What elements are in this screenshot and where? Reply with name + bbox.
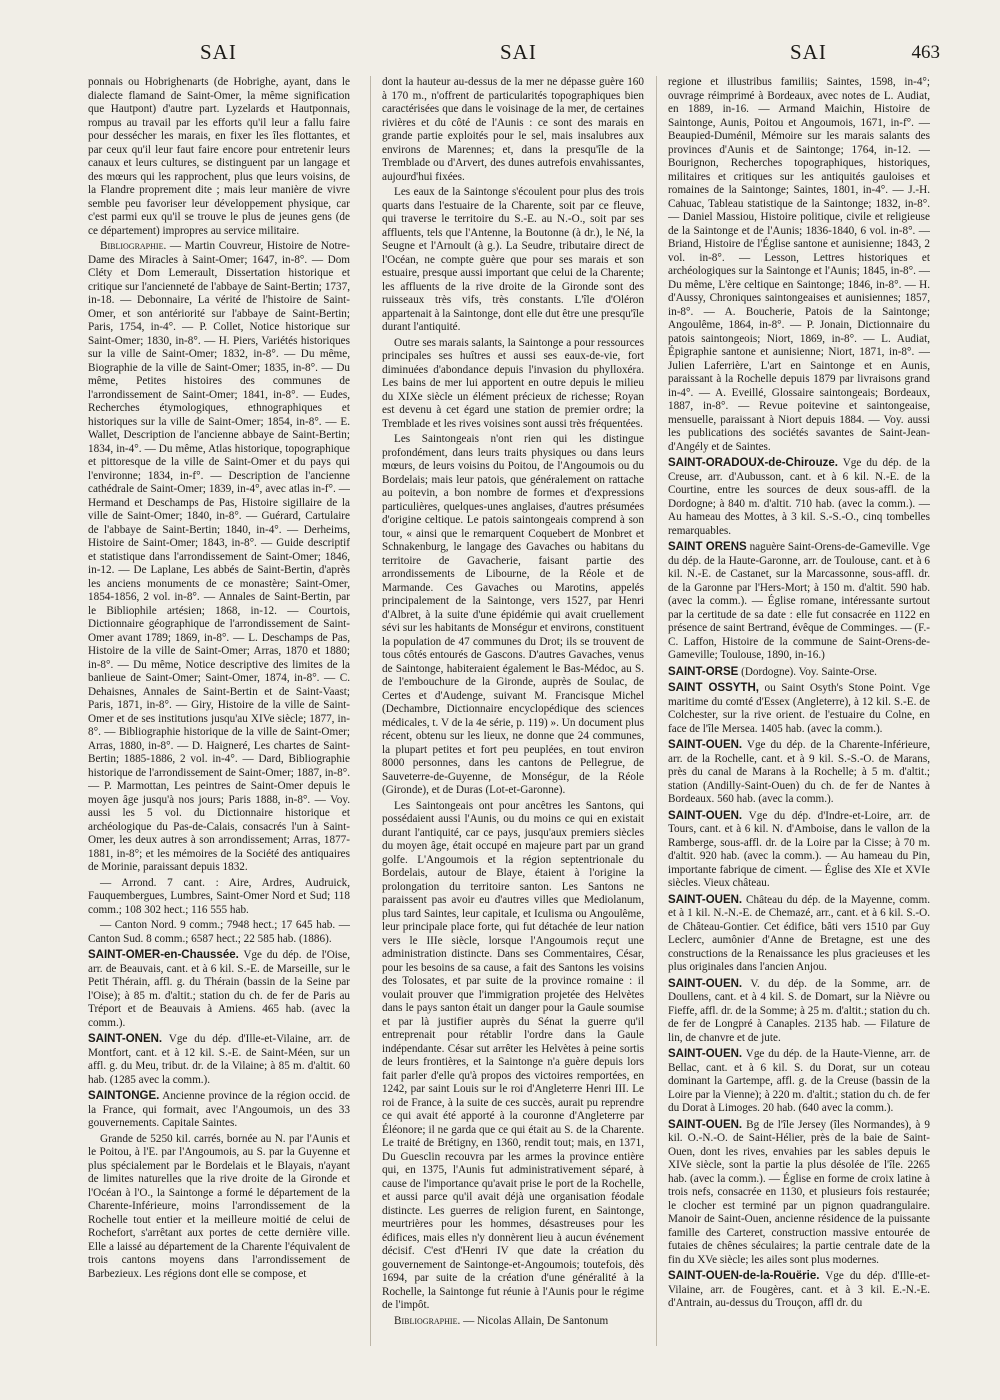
entry-headword: SAINT-ONEN. — [88, 1033, 163, 1045]
dictionary-entry — [668, 541, 930, 663]
entry-headword: SAINT-ORADOUX-de-Chirouze. — [668, 457, 838, 469]
bibliography — [382, 1315, 644, 1329]
entry-headword: SAINT OSSYTH, — [668, 682, 759, 694]
paragraph: Grande de 5250 kil. carrés, bornée au N. par l'Aunis et le Poitou, à l'E. par l'Angoumois, au S. par la Guyenne et plus spécialement par le Bordelais et le Blayais, n'ayant de limites naturelles que la rive droite de la Gironde et l'Océan à l'O., la Saintonge a formé le département de la Charente-Inférieure, moins l'arrondissement de la Rochelle tout entier et la meilleure moitié de celui de Rochefort, s'arrêtant aux portes de cette dernière ville. Elle a laissé au département de la Charente l'équivalent de trois cantons moyens dans l'arrondissement de Barbezieux. Les régions dont elle se compose, et — [88, 1132, 350, 1280]
dictionary-entry — [668, 682, 930, 736]
entry-headword: SAINT-ORSE — [668, 665, 739, 678]
text-column-1 — [88, 76, 350, 1356]
entry-headword: SAINT-OUEN. — [668, 809, 743, 822]
entry-headword: SAINT-OUEN-de-la-Rouërie. — [668, 1270, 820, 1282]
entry-text: Vge du dép. d'Ille-et-Vilaine, arr. de Fougères, cant. et à 3 kil. E.-N.-E. d'Antrain, au-dessus du Trouçon, affl dr. du — [668, 1270, 930, 1309]
entry-text: Ancienne province de la région occid. de la France, qui formait, avec l'Angoumois, un des 33 gouvernements. Capitale Saintes. — [88, 1090, 350, 1129]
dictionary-entry — [88, 949, 350, 1030]
entry-text: Château du dép. de la Mayenne, comm. et à 1 kil. N.-N.-E. de Chemazé, arr., cant. et à 6 kil. S.-O. de Château-Gontier. Cet édifice, bâti vers 1510 par Guy Leclerc, aumônier d'Anne de Bretagne, est une des constructions de la Renaissance les plus gracieuses et les plus originales dans l'ancien Anjou. — [668, 893, 930, 973]
dictionary-entry — [88, 1033, 350, 1087]
entry-headword: SAINT-OUEN. — [668, 977, 743, 990]
dictionary-entry — [668, 978, 930, 1046]
bibliography-label: Bibliographie. — [100, 240, 167, 252]
running-head-right: SAI — [790, 40, 827, 64]
bibliography-text: — Nicolas Allain, De Santonum — [460, 1314, 609, 1327]
dictionary-entry — [88, 1090, 350, 1131]
entry-text: Vge du dép. de l'Oise, arr. de Beauvais, cant. et à 6 kil. S.-E. de Marseille, sur le Petit Thérain, affl. g. du Thérain (bassin de la Seine par l'Oise); à 85 m. d'altit.; station du ch. de fer de Paris au Tréport et de Beauvais à Amiens. 465 hab. (avec la comm.). — [88, 949, 350, 1029]
entry-text: Vge du dép. d'Indre-et-Loire, arr. de Tours, cant. et à 6 kil. N. d'Amboise, dans le vallon de la Ramberge, sous-affl. dr. de la Loire par la Cisse; à 70 m. d'altit. 920 hab. (avec la comm.). — Au hameau du Pin, importante fabrique de ciment. — Église des XIe et XVIe siècles. Vieux château. — [668, 809, 930, 889]
entry-headword: SAINT-OMER-en-Chaussée. — [88, 949, 239, 961]
text-column-2 — [382, 76, 644, 1356]
paragraph: dont la hauteur au-dessus de la mer ne dépasse guère 160 à 170 m., n'offrent de particularités topographiques bien caractérisées que dans le voisinage de la mer, de certaines rivières et du côté de l'Aunis : ce sont des marais en grande partie exploités pour le sel, mais insalubres aux environs de Marennes; et, dans la presqu'île de la Tremblade ou d'Arvert, des dunes autrefois envahissantes, aujourd'hui fixées. — [382, 76, 644, 183]
dictionary-entry — [668, 666, 930, 680]
entry-headword: SAINT-OUEN. — [668, 1048, 743, 1060]
dictionary-entry — [668, 1048, 930, 1116]
paragraph: Les Saintongeais ont pour ancêtres les Santons, qui possédaient aussi l'Aunis, ou du moins ce qui en existait durant l'antiquité, car ce pays, jusqu'aux premiers siècles du moyen âge, était occupé en majeure part par un grand golfe. L'Angoumois et la région septentrionale du Bordelais, autour de Blaye, étaient à l'origine la prolongation du territoire santon. Les Santons ne paraissent pas avoir eu d'autres villes que Mediolanum, plus tard Saintes, leur capitale, et Iculisma ou Angoulême, leur principale place forte, qui fut détachée de leur nation vers le IIIe siècle, lorsque l'Angoumois reçut une administration distincte. Dans ses Commentaires, César, pour les besoins de sa cause, a fait des Santons les voisins des Tolosates, et par suite de la province romaine : il voulait prouver que l'immigration projetée des Helvètes dans le pays santon était un danger pour la Gaule soumise et par là justifier auprès du Sénat la guerre qu'il entreprenait pour rétablir l'ordre dans la Gaule indépendante. César sut arrêter les Helvètes à peine sortis de leurs frontières, et la Saintonge n'a guère depuis lors fait parler d'elle qu'à propos des victoires remportées, en 1242, par saint Louis sur le roi d'Angleterre Henri III. Le roi de France, à la suite de ces succès, aurait pu reprendre ce qui avait été apporté à la couronne d'Angleterre par Éléonore; il ne garda que ce qui était au S. de la Charente. Le traité de Brétigny, en 1360, rendit tout; mais, en 1371, Du Guesclin recouvra par les armes la province entière qui, en 1375, l'Aunis fut administrativement séparé, à cause de l'importance qu'avait prise le port de la Rochelle, et aussi parce qu'il avait déjà une organisation féodale distincte. Les guerres de religion furent, en Saintonge, meurtrières pour les hommes, désastreuses pour les édifices, mais elles n'y donnèrent lieu à aucun événement décisif. C'est d'Henri IV que date la création du gouvernement de Saintonge-et-Angoumois; toutefois, dès 1694, par suite de la création d'une généralité à la Rochelle, la Saintonge fut réunie à l'Aunis pour le régime de l'impôt. — [382, 799, 644, 1311]
dictionary-entry — [668, 894, 930, 975]
paragraph: Les Saintongeais n'ont rien qui les distingue profondément, dans leurs traits physiques ou dans leurs mœurs, de leurs voisins du Poitou, de l'Angoumois ou du Bordelais; mais leur patois, que généralement on rattache au poitevin, a bon nombre de formes et d'expressions particulières, quelques-unes anglaises, d'autres présumées d'origine celtique. Le patois saintongeais comprend à son tour, « ainsi que le remarquent Coquebert de Monbret et Schnakenburg, le langage des Gavaches ou habitans du territoire de Gavacherie, faisant partie des arrondissements de Libourne, de la Réole et de Marmande. Ces Gavaches ou Marotins, appelés principalement de la Saintonge, vers 1527, par Henri d'Albret, à la suite d'une épidémie qui avait cruellement sévi sur les habitants de Monségur et environs, constituent la population de 47 communes du Drot; ils se trouvent de tous côtés entourés de Gascons. D'autres Gavaches, venus de Saintonge, habiteraient également le Bas-Médoc, au S. de l'embouchure de la Gironde, auprès de Soulac, de Certes et d'Audenge, suivant M. Francisque Michel (Dechambre, Dictionnaire encyclopédique des sciences médicales, t. V de la 4e série, p. 119) ». Un document plus récent, obtenu sur les lieux, ne donne que 24 communes, la plupart petites et fort peu peuplées, en tout environ 8000 personnes, dans les cantons de Pellegrue, de Sauveterre-de-Guyenne, de Monségur, de la Réole (Gironde), et de Duras (Lot-et-Garonne). — [382, 433, 644, 796]
paragraph: ponnais ou Hobrighenarts (de Hobrighe, ayant, dans le dialecte flamand de Saint-Omer, la même signification que Hautpont) d'autre part. Lyzelards et Hautponnais, rompus au travail par les efforts qu'il leur a fallu faire pour dessécher les marais, en fixer les îles flottantes, et par ceux qu'il leur faut faire encore pour entretenir leurs canaux et leurs cultures, se distinguent par un langage et des mœurs qui les rapprochent, plus que leurs voisins, de la Flandre proprement dite ; mais leur manière de vivre semble peu favoriser leur développement physique, car c'est parmi eux qu'il se trouve le plus de jeunes gens (de ce département) impropres au service militaire. — [88, 76, 350, 237]
dictionary-entry — [668, 810, 930, 891]
paragraph: — Canton Nord. 9 comm.; 7948 hect.; 17 645 hab. — Canton Sud. 8 comm.; 6587 hect.; 22 585 hab. (1886). — [88, 919, 350, 945]
paragraph: Les eaux de la Saintonge s'écoulent pour plus des trois quarts dans l'estuaire de la Charente, soit par ce fleuve, qui traverse le territoire du S.-E. au N.-O., soit par ses affluents, tels que l'Antenne, la Boutonne (à dr.), le Né, la Seugne et l'Arnoult (à g.). La Seudre, tributaire direct de l'Océan, ne compte guère que pour ses marais et son estuaire, presque aussi important que celui de la Charente; les affluents de la rive droite de la Gironde sont des ruisseaux très vifs, très constants. L'île d'Oléron appartenait à la Saintonge, dont elle dut être une presqu'île durant l'antiquité. — [382, 186, 644, 333]
running-head-left: SAI — [200, 40, 237, 64]
column-divider — [656, 76, 657, 1346]
paragraph: regione et illustribus familiis; Saintes, 1598, in-4°; ouvrage réimprimé à Bordeaux, avec notes de L. Audiat, en 1889, in-16. — Armand Maichin, Histoire de Saintonge, Aunis, Poitou et Angoumois, 1671, in-f°. — Beaupied-Duménil, Mémoire sur les marais salants des provinces d'Aunis et de Saintonge; 1764, in-12. — Bourignon, Recherches topographiques, historiques, militaires et critiques sur les antiquités gauloises et romaines de la Saintonge; Saintes, 1801, in-4°. — J.-H. Cahuac, Tableau statistique de la Saintonge; 1832, in-8°. — Daniel Massiou, Histoire politique, civile et religieuse de la Saintonge et de l'Aunis; 1836-1840, 6 vol. in-8°. — Briand, Histoire de l'Église santone et aunisienne; 1843, 2 vol. in-8°. — Lesson, Lettres historiques et archéologiques sur la Saintonge et l'Aunis; 1845, in-8°. — Du même, L'ère celtique en Saintonge; 1846, in-8°. — H. d'Aussy, Chroniques saintongeaises et aunisiennes; 1857, in-8°. — A. Boucherie, Patois de la Saintonge; Angoulême, 1864, in-8°. — P. Jonain, Dictionnaire du patois saintongeois; Niort, 1869, in-8°. — L. Audiat, Épigraphie santone et aunisienne; Niort, 1871, in-8°. — Julien Laferrière, L'art en Saintonge et en Aunis, paraissant à la Rochelle depuis 1879 par livraisons grand in-4°. — A. Eveillé, Glossaire saintongeais; Bordeaux, 1887, in-8°. — Revue poitevine et saintongeaise, mensuelle, paraissant à Niort depuis 1884. — Voy. aussi les publications des sociétés savantes de Saint-Jean-d'Angély et de Saintes. — [668, 76, 930, 453]
dictionary-entry — [668, 1270, 930, 1311]
entry-headword: SAINT ORENS — [668, 541, 747, 553]
running-head-center: SAI — [500, 40, 537, 64]
dictionary-entry — [668, 739, 930, 807]
text-column-3 — [668, 76, 930, 1356]
entry-text: Vge du dép. de la Charente-Inférieure, arr. de la Rochelle, cant. et à 9 kil. S.-S.-O. de Marans, près du canal de Marans à la Rochelle; à 5 m. d'altit.; station (Andilly-Saint-Ouen) du ch. de fer de Nantes à Bordeaux. 560 hab. (avec la comm.). — [668, 739, 930, 805]
entry-text: Vge du dép. de la Creuse, arr. d'Aubusson, cant. et à 6 kil. N.-E. de la Courtine, entre les sources de deux sous-affl. de la Dordogne; à 840 m. d'altit. 710 hab. (avec la comm.). — Au hameau des Mottes, à 3 kil. S.-S.-O., cinq tombelles remarquables. — [668, 457, 930, 537]
paragraph: Outre ses marais salants, la Saintonge a pour ressources principales ses huîtres et aussi ses eaux-de-vie, fort diminuées d'abondance depuis l'invasion du phylloxéra. Les bains de mer lui apportent en outre depuis le milieu du XIXe siècle un élément précieux de richesse; Royan est devenu à cet égard une station de premier ordre; la Tremblade et les rives voisines sont aussi très fréquentées. — [382, 336, 644, 430]
entry-text: ou Saint Osyth's Stone Point. Vge maritime du comté d'Essex (Angleterre), à 12 kil. S.-E. de Colchester, sur la rive orient. de l'estuaire du Colne, en face de l'île Mersea. 1405 hab. (avec la comm.). — [668, 682, 930, 735]
bibliography-text: — Martin Couvreur, Histoire de Notre-Dame des Miracles à Saint-Omer; 1647, in-8°. — Dom Cléty et Dom Lemerault, Dissertation historique et critique sur l'ancienneté de l'abbaye de Saint-Bertin; 1737, in-18. — Debonnaire, La vérité de l'histoire de Saint-Omer, et son antériorité sur l'abbaye de Saint-Bertin; Paris, 1754, in-4°. — P. Collet, Notice historique sur Saint-Omer; 1830, in-8°. — H. Piers, Variétés historiques sur la ville de Saint-Omer; 1832, in-8°. — Du même, Biographie de la ville de Saint-Omer; 1835, in-8°. — Du même, Petites histoires des communes de l'arrondissement de Saint-Omer; 1841, in-8°. — Eudes, Recherches étymologiques, ethnographiques et historiques sur la ville de Saint-Omer; 1854, in-8°. — E. Wallet, Description de l'ancienne abbaye de Saint-Bertin; 1834, in-4°. — Du même, Atlas historique, topographique et pittoresque de la ville de Saint-Omer et du pays qui l'environne; 1834, in-f°. — Description de l'ancienne cathédrale de Saint-Omer; 1839, in-4°, avec atlas in-f°. — Hermand et Deschamps de Pas, Histoire sigillaire de la ville de Saint-Omer; 1840, in-8°. — Guérard, Cartulaire de l'abbaye de Saint-Bertin; 1840, in-4°. — Derheims, Histoire de Saint-Omer; 1843, in-8°. — Guide descriptif et statistique dans l'arrondissement de Saint-Omer; 1846, in-12. — De Laplane, Les abbés de Saint-Bertin, d'après les anciens monuments de ce monastère; Saint-Omer, 1854-1856, 2 vol. in-8°. — Annales de Saint-Bertin, par le Bibliophile artésien; 1868, in-12. — Courtois, Dictionnaire géographique de l'arrondissement de Saint-Omer avant 1789; 1869, in-8°. — L. Deschamps de Pas, Histoire de la ville de Saint-Omer; Arras, 1870 et 1880; in-8°. — Du même, Notice descriptive des limites de la banlieue de Saint-Omer; Saint-Omer, 1874, in-8°. — C. Dehaisnes, Annales de Saint-Bertin et de Saint-Vaast; Paris, 1871, in-8°. — Giry, Histoire de la ville de Saint-Omer et de ses institutions jusqu'au XIVe siècle; 1877, in-8°. — Bibliographie historique de la ville de Saint-Omer; Arras, 1880, in-8°. — D. Haigneré, Les chartes de Saint-Bertin; 1885-1886, 2 vol. in-4°. — Dard, Bibliographie historique de l'arrondissement de Saint-Omer; 1887, in-8°. — P. Marmottan, Les peintres de Saint-Omer depuis le moyen âge jusqu'à nos jours; Paris 1888, in-8°. — Voy. aussi les 5 vol. du Dictionnaire historique et archéologique du Pas-de-Calais, consacrés l'un à Saint-Omer, les deux autres à son arrondissement; Arras, 1877-1881, in-8°; et les mémoires de la Société des antiquaires de Morinie, paraissant depuis 1832. — [88, 240, 350, 873]
entry-headword: SAINTONGE. — [88, 1090, 160, 1102]
bibliography-label: Bibliographie. — [394, 1314, 461, 1327]
page-number: 463 — [911, 42, 940, 63]
entry-text: (Dordogne). Voy. Sainte-Orse. — [738, 665, 877, 678]
dictionary-entry — [668, 1119, 930, 1268]
paragraph: — Arrond. 7 cant. : Aire, Ardres, Audruick, Fauquembergues, Lumbres, Saint-Omer Nord et Sud; 118 comm.; 108 302 hect.; 116 555 hab. — [88, 876, 350, 916]
entry-text: Bg de l'île Jersey (îles Normandes), à 9 kil. O.-N.-O. de Saint-Hélier, près de la baie de Saint-Ouen, dont les rives, envahies par les sables depuis le XIVe siècle, sont la partie la plus désolée de l'île. 2265 hab. (avec la comm.). — Église en forme de croix latine à trois nefs, consacrée en 1130, et plusieurs fois restaurée; le clocher est terminé par un pignon quadrangulaire. Manoir de Saint-Ouen, ancienne résidence de la puissante famille des Carteret, construction massive entourée de futaies de chênes séculaires; la partie centrale date de la fin du XVe siècle; les ailes sont plus modernes. — [668, 1118, 930, 1266]
bibliography — [88, 240, 350, 875]
entry-headword: SAINT-OUEN. — [668, 739, 743, 751]
entry-headword: SAINT-OUEN. — [668, 1118, 743, 1131]
dictionary-entry — [668, 457, 930, 538]
entry-text: V. du dép. de la Somme, arr. de Doullens, cant. et à 4 kil. S. de Domart, sur la Nièvre ou Fieffe, affl. dr. de la Somme; à 25 m. d'altit.; station du ch. de fer de Longpré à Canaples. 2135 hab. — Filature de lin, de chanvre et de jute. — [668, 977, 930, 1044]
entry-text: Vge du dép. d'Ille-et-Vilaine, arr. de Montfort, cant. et à 12 kil. S.-E. de Saint-Méen, sur un affl. g. du Meu, tribut. dr. de la Vilaine; à 85 m. d'altit. 60 hab. (1285 avec la comm.). — [88, 1033, 350, 1086]
entry-headword: SAINT-OUEN. — [668, 893, 743, 906]
entry-text: Vge du dép. de la Haute-Vienne, arr. de Bellac, cant. et à 6 kil. S. du Dorat, sur un coteau dominant la Gartempe, affl. g. de la Creuse (bassin de la Loire par la Vienne); à 220 m. d'altit.; station du ch. de fer du Dorat à Limoges. 20 hab. (640 avec la comm.). — [668, 1048, 930, 1114]
entry-text: naguère Saint-Orens-de-Gameville. Vge du dép. de la Haute-Garonne, arr. de Toulouse, cant. et à 6 kil. N.-E. de Castanet, sur la Marcassonne, sous-affl. dr. de la Garonne par l'Hers-Mort; à 150 m. d'altit. 590 hab. (avec la comm.). — Église romane, intéressante surtout par la certitude de sa date : elle fut consacrée en 1122 en présence de saint Bertrand, évêque de Comminges. — (F.-C. Laffon, Histoire de la commune de Saint-Orens-de-Gameville; Toulouse, 1890, in-16.) — [668, 541, 930, 661]
column-divider — [370, 76, 371, 1346]
